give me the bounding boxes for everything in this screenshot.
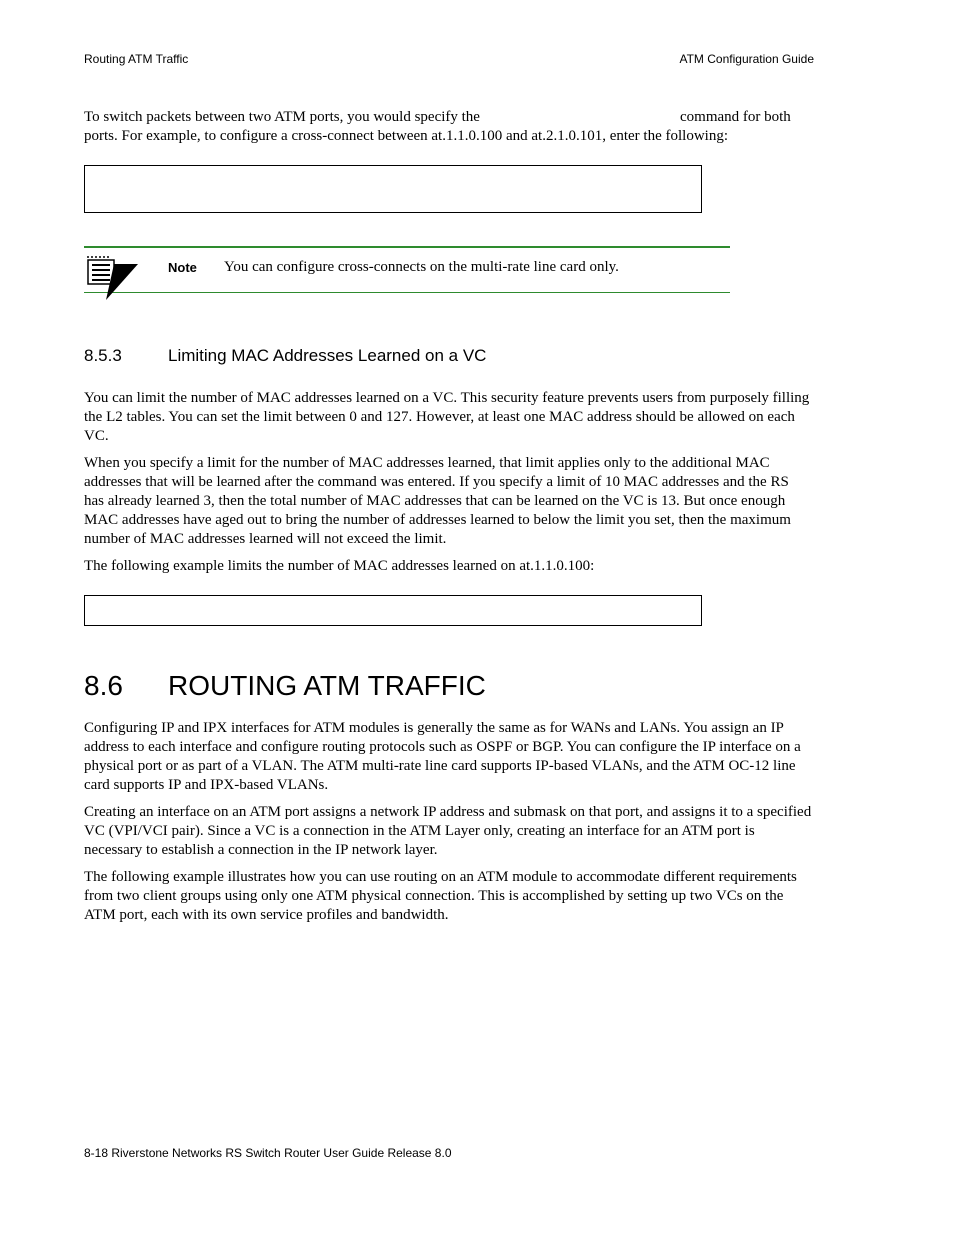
page-footer: 8-18 Riverstone Networks RS Switch Router User Guide Release 8.0 — [84, 1146, 452, 1160]
note-label: Note — [168, 260, 197, 275]
section-heading-8-6 — [84, 670, 486, 702]
section-number: 8.5.3 — [84, 346, 122, 365]
section-title: Limiting MAC Addresses Learned on a VC — [168, 346, 487, 365]
section-heading-8-5-3 — [84, 346, 486, 366]
code-example-box-mac-limit — [84, 595, 702, 626]
intro-line1-end: command for both — [680, 109, 791, 125]
routing-paragraph-2: Creating an interface on an ATM port assigns a network IP address and submask on that port, and assigns it to a specified VC (VPI/VCI pair). Since a VC is a connection in the ATM Layer only, creating an interface for an ATM port is necessary to establish a connection in the IP network layer. — [84, 804, 812, 858]
code-example-box-cross-connect — [84, 165, 702, 213]
mac-limit-paragraph-1: You can limit the number of MAC addresses learned on a VC. This security feature prevents users from purposely filling the L2 tables. You can set the limit between 0 and 127. However, at least one MAC address should be allowed on each VC. — [84, 390, 810, 444]
note-pad-icon — [84, 254, 140, 302]
intro-line1-start: To switch packets between two ATM ports, you would specify the — [84, 109, 480, 125]
running-header-right: ATM Configuration Guide — [679, 52, 814, 66]
running-header-left: Routing ATM Traffic — [84, 52, 189, 66]
section-number: 8.6 — [84, 670, 123, 701]
note-box — [84, 246, 730, 293]
routing-paragraph-1: Configuring IP and IPX interfaces for ATM modules is generally the same as for WANs and LANs. You assign an IP address to each interface and configure routing protocols such as OSPF or BGP. You can configure the IP interface on a physical port or as part of a VLAN. The ATM multi-rate line card supports IP-based VLANs, and the ATM OC-12 line card supports IP and IPX-based VLANs. — [84, 720, 801, 793]
routing-paragraph-3: The following example illustrates how you can use routing on an ATM module to accommodate different requirements from two client groups using only one ATM physical connection. This is accomplished by setting up two VCs on the ATM port, each with its own service profiles and bandwidth. — [84, 869, 797, 923]
note-text: You can configure cross-connects on the multi-rate line card only. — [224, 259, 619, 275]
mac-limit-paragraph-2: When you specify a limit for the number of MAC addresses learned, that limit applies only to the additional MAC addresses that will be learned after the command was entered. If you specify a limit of 10 MAC addresses and the RS has already learned 3, then the total number of MAC addresses that can be learned on the VC is 13. But once enough MAC addresses have aged out to bring the number of addresses learned to below the limit you set, then the maximum number of MAC addresses learned will not exceed the limit. — [84, 455, 791, 547]
intro-paragraph — [84, 108, 812, 146]
intro-line2: ports. For example, to configure a cross-connect between at.1.1.0.100 and at.2.1.0.101, enter the following: — [84, 128, 728, 144]
mac-limit-paragraph-3: The following example limits the number of MAC addresses learned on at.1.1.0.100: — [84, 558, 595, 574]
section-title: ROUTING ATM TRAFFIC — [168, 670, 486, 701]
